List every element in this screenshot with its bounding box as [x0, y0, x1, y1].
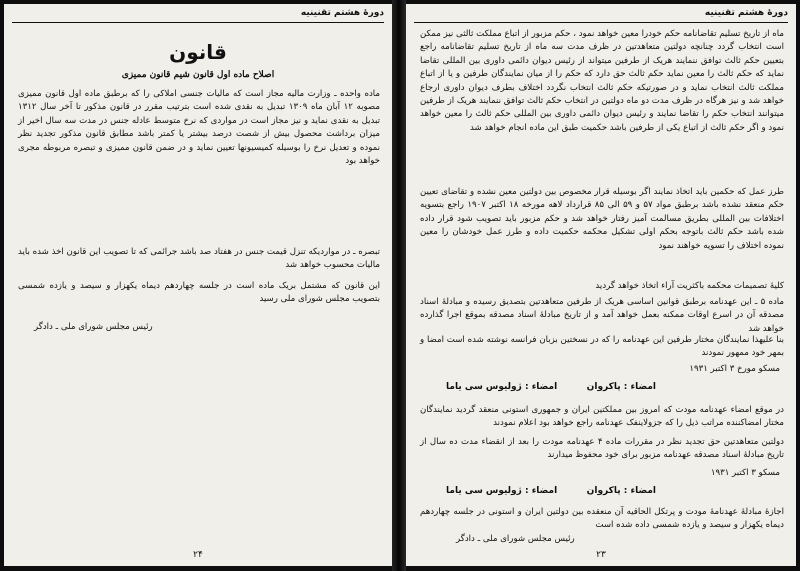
paragraph-note: تبصره ـ در مواردیکه تنزل قیمت جنس در هفتاد صد باشد جرائمی که تا تصویب این قانون اخذ شده باید مالیات محسوب خواهد شد — [18, 247, 380, 271]
running-header: دورهٔ هشتم تقنینیه — [704, 8, 788, 18]
running-header: دورهٔ هشتم تقنینیه — [300, 8, 384, 18]
paragraph-article: ماده واحده ـ وزارت مالیه مجاز است که مالیات جنسی املاکی را که برطبق ماده اول قانون ممیزی مصوبه ۱۲ آبان ماه ۱۳۰۹ تبدیل به نقدی شده است بترتیب مقرر در قانون مذکور تا آخر سال ۱۳۱۲ تبدیل به نقدی نماید و نیز مجاز است در مواردی که نرخ متوسط عادله جنس در مدت سه سال اخیر از میزان برداشت محصول بیش از شصت درصد بیشتر یا کمتر باشد مطابق قانون مذکور تجدید نظر نموده و تعدیل نرخ را بوسیله کمیسیونها تعیین نماید و در ضمن قانون ممیزی و تبصره مربوطه مجری خواهد بود — [18, 89, 380, 167]
right-page — [406, 4, 796, 566]
date-line: مسکو مورخ ۳ اکتبر ۱۹۳۱ — [689, 364, 780, 374]
paragraph-approval: این قانون که مشتمل بریک ماده است در جلسه چهاردهم دیماه یکهزار و سیصد و یازده شمسی بتصویب مجلس شورای ملی رسید — [18, 281, 380, 305]
paragraph-witness: بنا علیهذا نمایندگان مختار طرفین این عهدنامه را که در نسختین بزبان فرانسه نوشته شده است امضا و بمهر خود ممهور نمودند — [420, 335, 784, 359]
date-line: مسکو ۳ اکتبر ۱۹۳۱ — [710, 468, 780, 478]
speaker-signature: رئیس مجلس شورای ملی ـ دادگر — [34, 322, 153, 332]
header-rule — [414, 22, 788, 23]
paragraph-arbitration: ماه از تاریخ تسلیم تقاضانامه حکم خودرا معین خواهد نمود ، حکم مزبور از اتباع مملکت ثالثی نیز ممکن است انتخاب گردد چنانچه دولتین متعاهدتین در ظرف مدت سه ماه از تاریخ تسلیم تقاضانامه راجع بتعیین حکم ثالث توافق ننمایند هریک از طرفین میتواند از رئیس دیوان دائمی داوری بین المللی تقاضا نماید که حکم ثالث را معین نماید حکم ثالث حق دارد که حکم را از میان نمایندگان طرفین و یا از اتباع مملکت ثالث انتخاب نماید و در صورتیکه حکم ثالث انتخاب نگردد اختلاف بطرف دیوان داوری ارجاع خواهد شد و نیز هرگاه در ظرف مدت دو ماه دولتین در انتخاب حکم ثالث توافق ننمایند هریک از طرفین میتوانند انتخاب حکم را تقاضا نمایند و رئیس دیوان دائمی داوری بین المللی حکم ثالث را معین خواهد نمود و اگر حکم ثالث از اتباع یکی از طرفین باشد حکمیت طبق این ماده انجام خواهد شد — [420, 29, 784, 133]
paragraph-ratification: اجازهٔ مبادلهٔ عهدنامهٔ مودت و پرتکل الحاقیه آن منعقده بین دولتین ایران و استونی در جلسه چهاردهم دیماه یکهزار و سیصد و یازده شمسی داده شده است — [420, 507, 784, 531]
page-number: ۲۴ — [193, 550, 203, 560]
page-number: ۲۳ — [596, 550, 606, 560]
speaker-signature: رئیس مجلس شورای ملی ـ دادگر — [456, 534, 575, 544]
header-rule — [12, 22, 384, 23]
paragraph-protocol: در موقع امضاء عهدنامه مودت که امروز بین مملکتین ایران و جمهوری استونی منعقد گردید نمایندگان مختار امضاکننده مراتب ذیل را که جزولاینفک عهدنامه راجع خواهد بود اعلام نمودند — [420, 405, 784, 429]
left-page — [4, 4, 392, 566]
paragraph-procedure: طرز عمل که حکمین باید اتخاذ نمایند اگر بوسیله قرار مخصوص بین دولتین معین نشده و تقاضای تعیین حکم منعقد نشده باشد برطبق مواد ۵۷ و ۵۹ الی ۸۵ قرارداد لاهه مورخه ۱۸ اکتبر ۱۹۰۷ راجع بتسویه اختلافات بین المللی بطریق مسالمت آمیز رفتار خواهد شد و حکم مزبور باید تصویب شود قرار داده شده باشد حکم ثالث باتوجه بحکم اولی تشکیل محکمه حکمیت داده و طرز عمل خودشان را معین نموده اختلاف را تسویه خواهند نمود — [420, 187, 784, 251]
paragraph-article-5: ماده ۵ ـ این عهدنامه برطبق قوانین اساسی هریک از طرفین متعاهدتین بتصدیق رسیده و مبادلهٔ اسناد مصدقه آن در اسرع اوقات ممکنه بعمل خواهد آمد و از تاریخ مبادلهٔ اسناد مصدقه بموقع اجرا گذارده خواهد شد — [420, 297, 784, 334]
law-title: قانون — [169, 40, 227, 64]
paragraph-majority: کلیهٔ تصمیمات محکمه باکثریت آراء اتخاذ خواهد گردید — [595, 281, 784, 291]
law-subtitle: اصلاح ماده اول قانون شیم قانون ممیزی — [121, 70, 275, 80]
signature-estonia: امضاء : ژولیوس سی یاما — [446, 382, 558, 392]
signature-iran: امضاء : پاکروان — [586, 382, 656, 392]
book-gutter — [392, 0, 406, 571]
paragraph-revision: دولتین متعاهدتین حق تجدید نظر در مقررات ماده ۴ عهدنامه مودت را بعد از انقضاء مدت ده سال از تاریخ مبادلهٔ اسناد مصدقه عهدنامه مزبور برای خود محفوظ میدارند — [420, 437, 784, 461]
signature-estonia: امضاء : ژولیوس سی یاما — [446, 486, 558, 496]
signature-iran: امضاء : پاکروان — [586, 486, 656, 496]
